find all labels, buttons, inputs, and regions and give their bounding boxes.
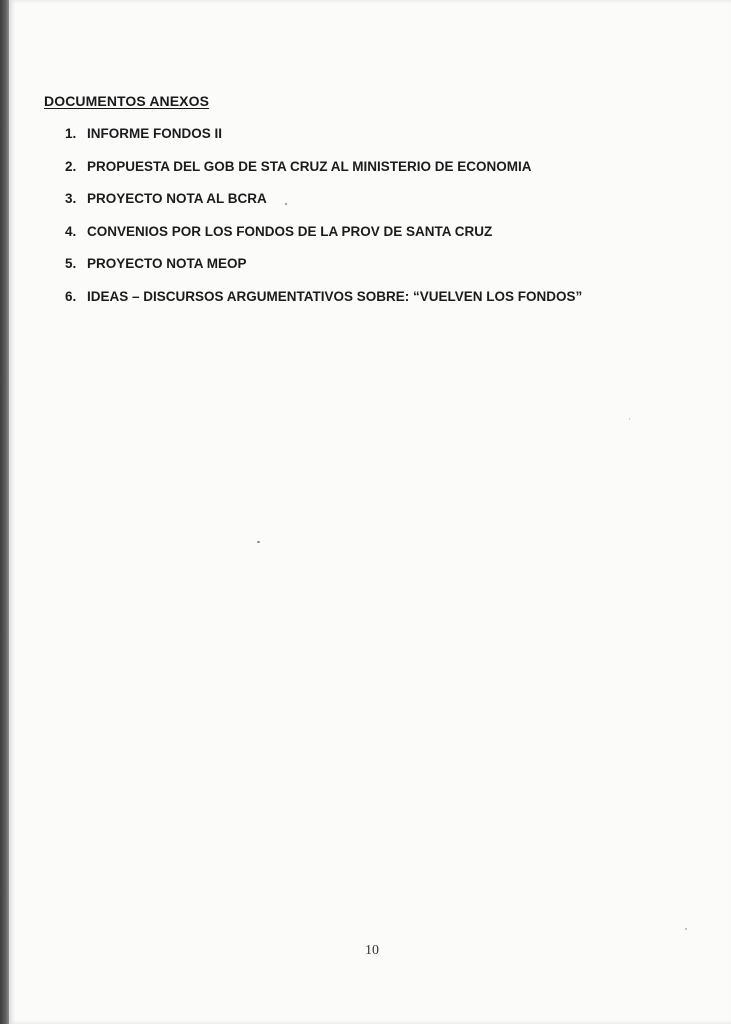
list-item-number: 2. xyxy=(65,158,77,174)
list-item-number: 3. xyxy=(65,191,77,207)
list-item xyxy=(65,191,715,224)
list-item-text: PROYECTO NOTA AL BCRA xyxy=(87,191,267,207)
list-item-number: 4. xyxy=(65,223,77,239)
scan-speck xyxy=(685,928,687,930)
list-item xyxy=(65,289,715,322)
list-item xyxy=(65,126,715,159)
list-item-text: PROPUESTA DEL GOB DE STA CRUZ AL MINISTERIO DE ECONOMIA xyxy=(87,158,532,174)
list-item xyxy=(65,256,715,289)
scan-speck xyxy=(629,418,630,420)
document-page xyxy=(9,0,731,1024)
page-number: 10 xyxy=(365,943,379,958)
list-item-text: IDEAS – DISCURSOS ARGUMENTATIVOS SOBRE: “VUELVEN LOS FONDOS” xyxy=(87,288,583,304)
list-item xyxy=(65,159,715,192)
annex-list xyxy=(65,126,715,322)
list-item-text: CONVENIOS POR LOS FONDOS DE LA PROV DE SANTA CRUZ xyxy=(87,223,493,239)
scan-speck xyxy=(257,541,260,543)
list-item-text: PROYECTO NOTA MEOP xyxy=(87,256,247,272)
scan-speck xyxy=(285,203,287,205)
list-item-number: 1. xyxy=(65,126,77,141)
section-heading: DOCUMENTOS ANEXOS xyxy=(44,93,210,109)
list-item-text: INFORME FONDOS II xyxy=(87,126,222,141)
list-item xyxy=(65,224,715,257)
list-item-number: 5. xyxy=(65,256,77,272)
list-item-number: 6. xyxy=(65,288,77,304)
